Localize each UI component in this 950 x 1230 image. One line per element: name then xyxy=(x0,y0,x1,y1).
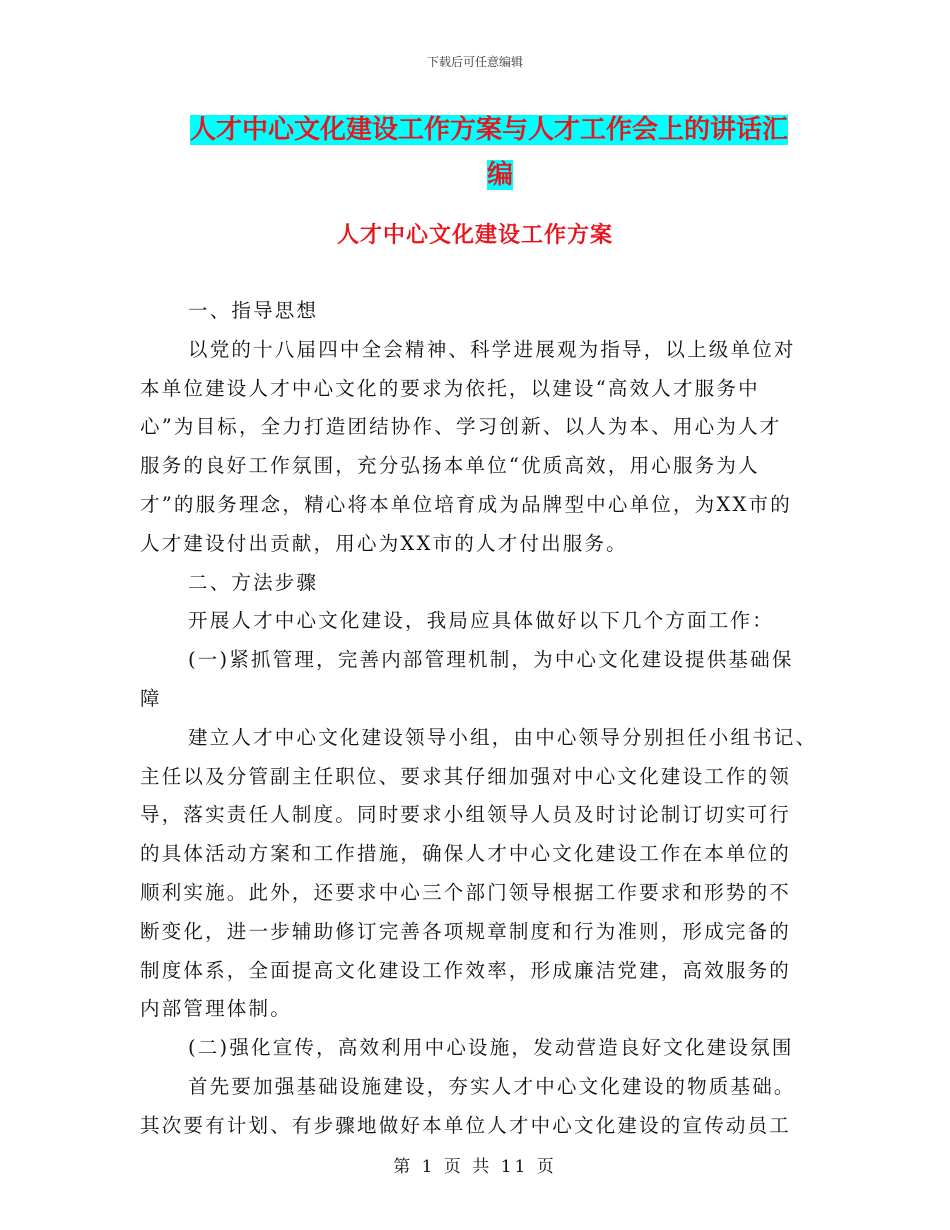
body-line: 人才建设付出贡献，用心为XX市的人才付出服务。 xyxy=(140,531,628,555)
body-line: 导，落实责任人制度。同时要求小组领导人员及时讨论制订切实可行 xyxy=(140,803,792,827)
body-line: 制度体系，全面提高文化建设工作效率，形成廉洁党建，高效服务的 xyxy=(140,958,792,982)
body-line: 建立人才中心文化建设领导小组，由中心领导分别担任小组书记、 xyxy=(188,725,818,749)
body-line: 顺利实施。此外，还要求中心三个部门领导根据工作要求和形势的不 xyxy=(140,880,792,904)
body-line: 本单位建设人才中心文化的要求为依托，以建设“高效人才服务中 xyxy=(140,376,760,400)
document-title-line1: 人才中心文化建设工作方案与人才工作会上的讲话汇 xyxy=(190,115,789,145)
body-line: (二)强化宣传，高效利用中心设施，发动营造良好文化建设氛围 xyxy=(188,1036,794,1060)
body-text xyxy=(140,292,818,1146)
body-line: 内部管理体制。 xyxy=(140,997,292,1021)
body-line: 其次要有计划、有步骤地做好本单位人才中心文化建设的宣传动员工 xyxy=(140,1113,792,1137)
body-line: 一、指导思想 xyxy=(188,299,319,322)
section-title: 人才中心文化建设工作方案 xyxy=(336,223,613,248)
body-line: (一)紧抓管理，完善内部管理机制，为中心文化建设提供基础保 xyxy=(188,648,794,672)
body-line: 首先要加强基础设施建设，夯实人才中心文化建设的物质基础。 xyxy=(188,1074,796,1098)
body-line: 断变化，进一步辅助修订完善各项规章制度和行为准则，形成完备的 xyxy=(140,919,792,943)
body-line: 的具体活动方案和工作措施，确保人才中心文化建设工作在本单位的 xyxy=(140,842,792,866)
page-number: 第 1 页 共 11 页 xyxy=(393,1157,557,1177)
body-line: 二、方法步骤 xyxy=(188,570,319,594)
body-line: 障 xyxy=(140,686,162,710)
body-line: 心”为目标，全力打造团结协作、学习创新、以人为本、用心为人才 xyxy=(140,415,782,439)
body-line: 主任以及分管副主任职位、要求其仔细加强对中心文化建设工作的领 xyxy=(140,764,792,788)
body-line: 以党的十八届四中全会精神、科学进展观为指导，以上级单位对 xyxy=(188,337,796,361)
document-title xyxy=(190,108,810,198)
page-header-note: 下载后可任意编辑 xyxy=(426,55,523,69)
body-line: 开展人才中心文化建设，我局应具体做好以下几个方面工作： xyxy=(188,609,774,633)
body-line: 才”的服务理念，精心将本单位培育成为品牌型中心单位，为XX市的 xyxy=(140,492,792,516)
document-title-line2: 编 xyxy=(486,160,513,190)
body-line: 服务的良好工作氛围，充分弘扬本单位“优质高效，用心服务为人 xyxy=(140,454,760,478)
